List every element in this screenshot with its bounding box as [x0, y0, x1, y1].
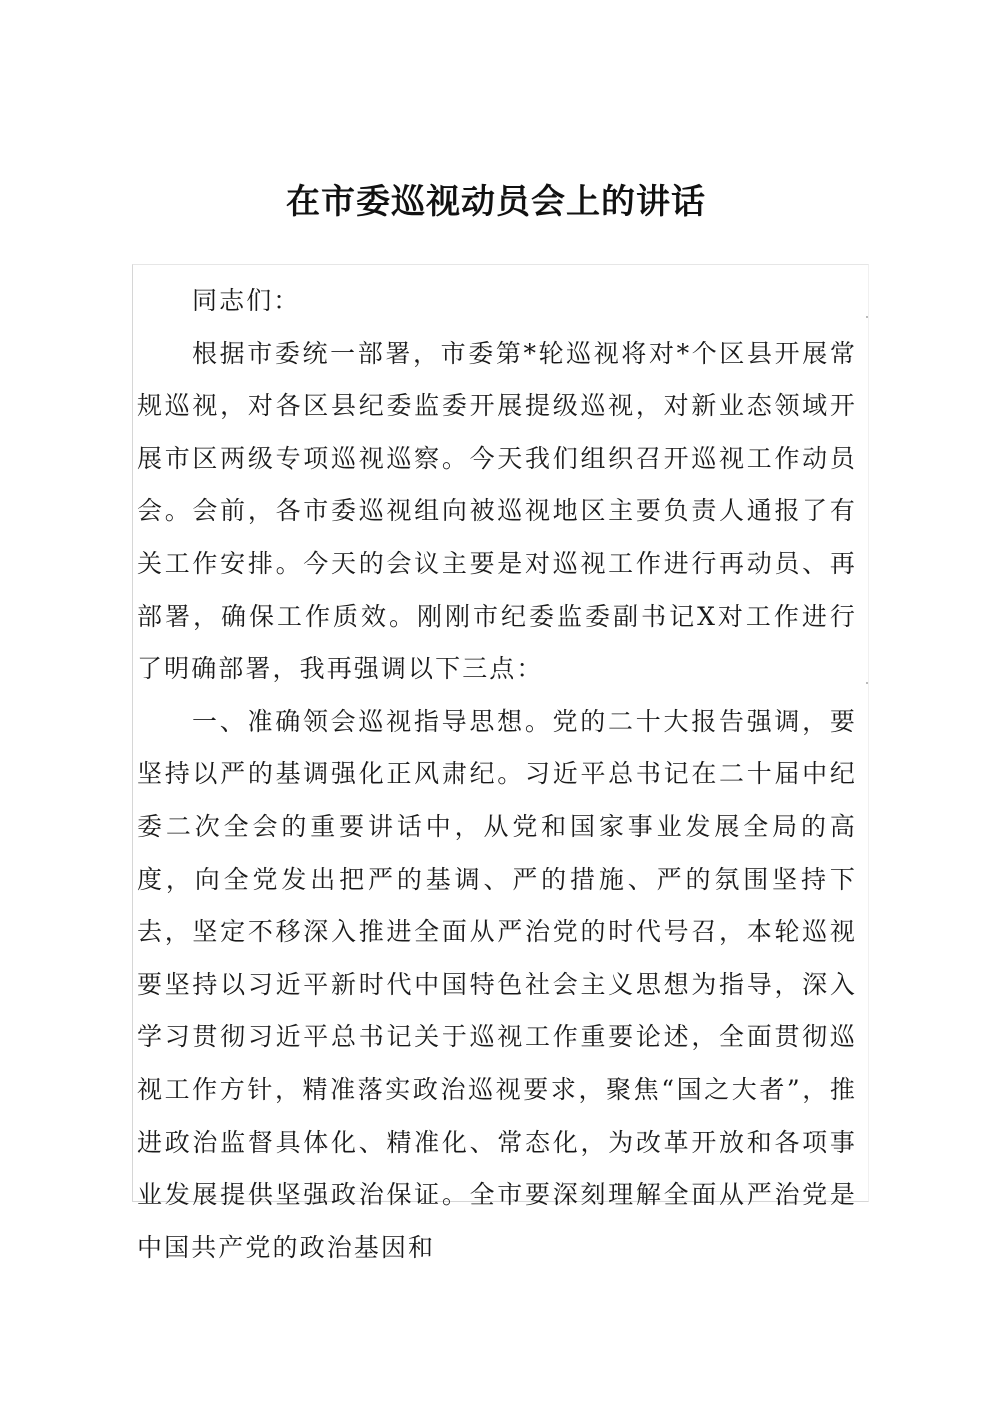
paragraph-section-one: 一、准确领会巡视指导思想。党的二十大报告强调，要坚持以严的基调强化正风肃纪。习近平总书记在二十届中纪委二次全会的重要讲话中，从党和国家事业发展全局的高度，向全党发出把严的基调、严的措施、严的氛围坚持下去，坚定不移深入推进全面从严治党的时代号召，本轮巡视要坚持以习近平新时代中国特色社会主义思想为指导，深入学习贯彻习近平总书记关于巡视工作重要论述，全面贯彻巡视工作方针，精准落实政治巡视要求，聚焦“国之大者”，推进政治监督具体化、精准化、常态化，为改革开放和各项事业发展提供坚强政治保证。全市要深刻理解全面从严治党是中国共产党的政治基因和	[137, 706, 857, 1262]
text-frame	[132, 264, 869, 1262]
layout-marker	[866, 682, 868, 684]
document-body	[137, 275, 857, 1274]
paragraph-intro: 根据市委统一部署，市委第*轮巡视将对*个区县开展常规巡视，对各区县纪委监委开展提级巡视，对新业态领域开展市区两级专项巡视巡察。今天我们组织召开巡视工作动员会。会前，各市委巡视组向被巡视地区主要负责人通报了有关工作安排。今天的会议主要是对巡视工作进行再动员、再部署，确保工作质效。刚刚市纪委监委副书记X对工作进行了明确部署，我再强调以下三点：	[137, 338, 857, 684]
document-title: 在市委巡视动员会上的讲话	[286, 182, 706, 222]
layout-marker	[866, 316, 868, 318]
salutation: 同志们：	[192, 286, 301, 315]
